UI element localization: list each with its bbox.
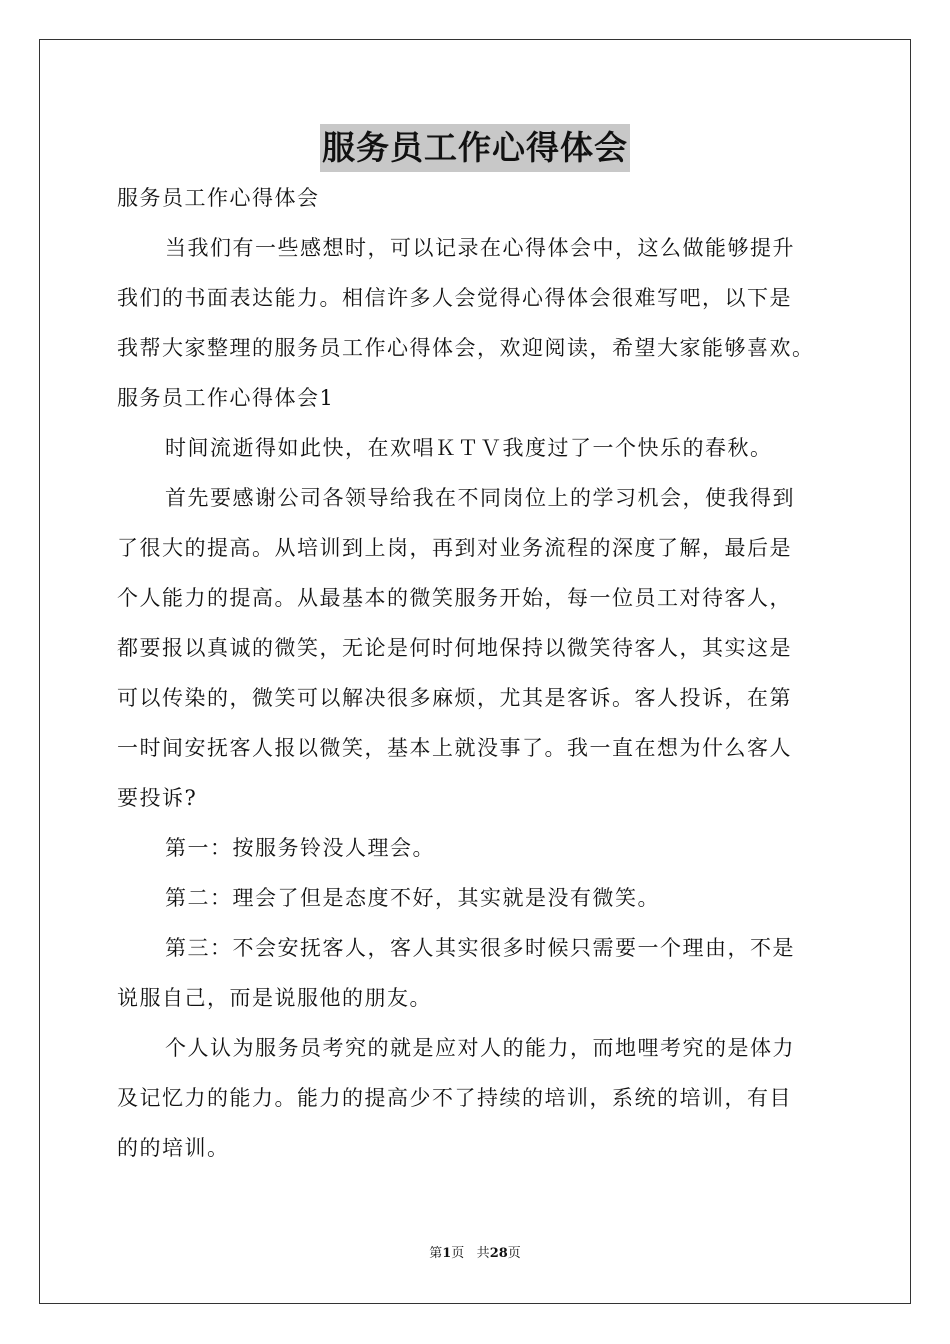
text-line: 我帮大家整理的服务员工作心得体会，欢迎阅读，希望大家能够喜欢。 [117, 336, 815, 360]
text-line: 的的培训。 [117, 1136, 230, 1160]
title-container [0, 124, 950, 172]
text-line: 一时间安抚客人报以微笑，基本上就没事了。我一直在想为什么客人 [117, 736, 792, 760]
page-label-suffix: 页 [451, 1246, 465, 1261]
text-line: 首先要感谢公司各领导给我在不同岗位上的学习机会，使我得到 [165, 486, 795, 510]
total-label-suffix: 页 [507, 1246, 521, 1261]
text-line: 当我们有一些感想时，可以记录在心得体会中，这么做能够提升 [165, 236, 795, 260]
text-line: 及记忆力的能力。能力的提高少不了持续的培训，系统的培训，有目 [117, 1086, 792, 1110]
document-title: 服务员工作心得体会 [320, 124, 630, 172]
text-line: 说服自己，而是说服他的朋友。 [117, 986, 432, 1010]
text-line: 第一：按服务铃没人理会。 [165, 836, 435, 860]
text-line: 第二：理会了但是态度不好，其实就是没有微笑。 [165, 886, 660, 910]
text-line: 第三：不会安抚客人，客人其实很多时候只需要一个理由，不是 [165, 936, 795, 960]
page-number: 1 [442, 1246, 452, 1261]
text-line: 都要报以真诚的微笑，无论是何时何地保持以微笑待客人，其实这是 [117, 636, 792, 660]
total-label-prefix: 共 [476, 1246, 490, 1261]
text-line: 服务员工作心得体会1 [117, 386, 335, 410]
text-line: 时间流逝得如此快，在欢唱ＫＴＶ我度过了一个快乐的春秋。 [165, 436, 773, 460]
text-line: 可以传染的，微笑可以解决很多麻烦，尤其是客诉。客人投诉，在第 [117, 686, 792, 710]
text-line: 了很大的提高。从培训到上岗，再到对业务流程的深度了解，最后是 [117, 536, 792, 560]
page-label-prefix: 第 [429, 1246, 443, 1261]
page-footer [0, 1244, 950, 1264]
text-line: 个人认为服务员考究的就是应对人的能力，而地哩考究的是体力 [165, 1036, 795, 1060]
text-line: 我们的书面表达能力。相信许多人会觉得心得体会很难写吧，以下是 [117, 286, 792, 310]
total-pages: 28 [489, 1246, 508, 1261]
text-line: 要投诉? [117, 786, 198, 810]
text-line: 个人能力的提高。从最基本的微笑服务开始，每一位员工对待客人， [117, 586, 792, 610]
document-body [117, 173, 833, 1173]
text-line: 服务员工作心得体会 [117, 186, 320, 210]
